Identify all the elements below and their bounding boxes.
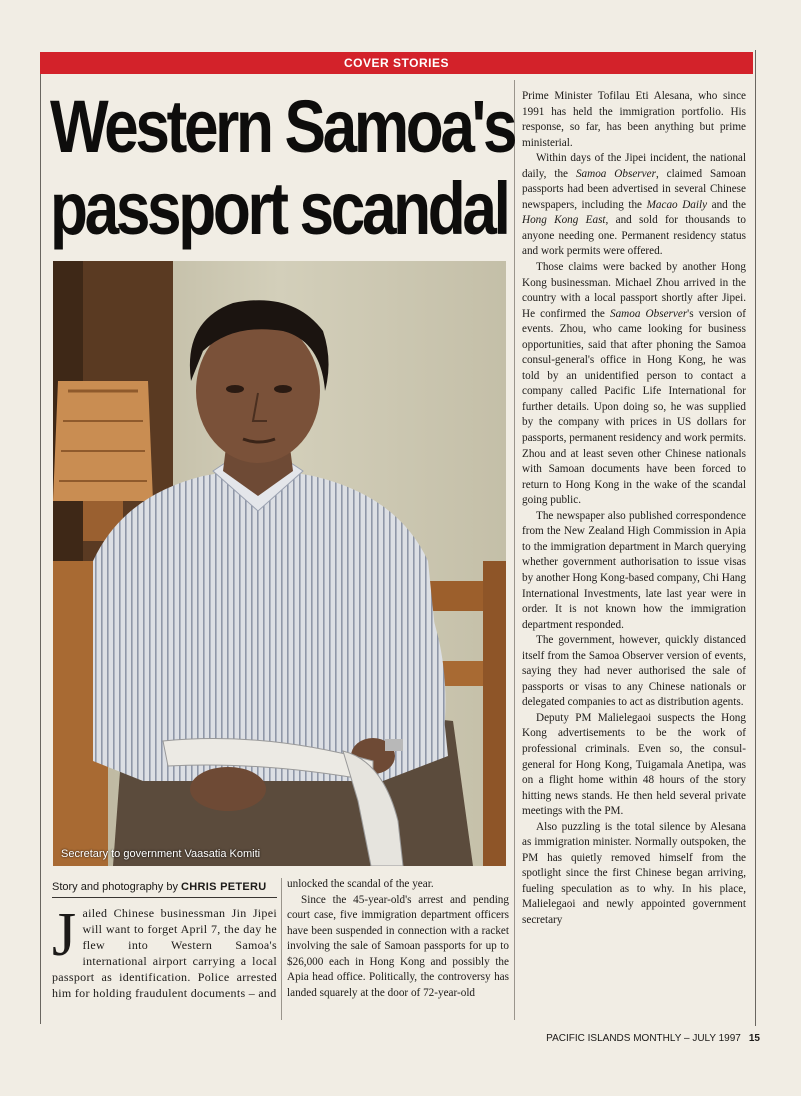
lead-paragraph	[52, 901, 277, 1001]
byline	[52, 880, 277, 894]
headline	[50, 85, 515, 250]
text-run: , claimed Samoan passports had been advertised in several Chinese newspapers, including the	[522, 167, 747, 211]
lead-text: ailed Chinese businessman Jin Jipei will want to forget April 7, the day he flew into Western Samoa's international airport carrying a local passport as identification. Police arrested him for holding fraudulent documents – and	[52, 906, 277, 1000]
column-divider-lower	[281, 878, 282, 1020]
italic-run: Macao Daily	[646, 198, 708, 211]
paragraph: Prime Minister Tofilau Eti Alesana, who since 1991 has held the immigration portfolio. His response, so far, has been anything but prime ministerial.	[522, 90, 746, 149]
text-run: and the	[707, 198, 746, 211]
photo-caption: Secretary to government Vaasatia Komiti	[61, 848, 261, 860]
portrait-photo	[53, 261, 506, 866]
right-border-rule	[755, 50, 756, 1026]
paragraph: Deputy PM Malielegaoi suspects the Hong Kong advertisements to be the work of professional criminals. Even so, the consul-general for Hong Kong, Tuigamala Anetipa, was on a flight home within 48 hours of the story hitting news stands. He then held several private meetings with the PM.	[522, 711, 746, 818]
left-border-rule	[40, 74, 41, 1024]
byline-rule	[52, 897, 277, 898]
paragraph	[522, 260, 746, 509]
article-column-2	[287, 877, 509, 1001]
section-banner	[40, 52, 753, 74]
text-run: Those claims were backed by another Hong Kong businessman. Michael Zhou arrived in the country with a local passport shortly after Jipei. He confirmed the	[522, 261, 746, 320]
publication-line: PACIFIC ISLANDS MONTHLY – JULY 1997	[546, 1033, 741, 1044]
paragraph: Since the 45-year-old's arrest and pending court case, five immigration department officers have been suspended in connection with a racket involving the sale of Samoan passports for up to $26,000 each in Hong Kong and possibly the Apia head office. Politically, the controversy has landed squarely at the door of 72-year-old	[287, 893, 509, 999]
italic-run: Hong Kong East	[522, 214, 606, 227]
section-label: COVER STORIES	[344, 56, 449, 70]
paragraph: unlocked the scandal of the year.	[287, 878, 434, 890]
text-run: , and sold for thousands to anyone needing one. Permanent residency status and work permits were offered.	[522, 214, 746, 258]
headline-line-2: passport scandal	[50, 167, 508, 250]
headline-line-1: Western Samoa's	[50, 85, 515, 168]
page-number: 15	[748, 1033, 760, 1044]
text-run: Within days of the Jipei incident, the national daily, the	[522, 152, 746, 180]
text-run: 's version of events. Zhou, who came looking for business opportunities, said that after phoning the Samoa consul-general's office in Hong Kong, he was told by an unidentified person to contact a company called Pacific Life International for further details. Upon doing so, he was supplied by the company with prices in US dollars for passports, permanent residency and work permits. Zhou and at least seven other Chinese nationals with Samoan documents have been forced to return to Hong Kong in the wake of the scandal going public.	[522, 307, 747, 507]
article-column-1	[52, 901, 277, 1001]
paragraph	[522, 151, 746, 260]
italic-run: Samoa Observer	[575, 167, 656, 180]
paragraph: The government, however, quickly distanced itself from the Samoa Observer version of events, saying they had never authorised the sale of passports or visas to any Chinese nationals or delegated companies to act as distribution agents.	[522, 634, 746, 709]
italic-run: Samoa Observer	[609, 307, 688, 320]
portrait-illustration	[53, 261, 506, 866]
paragraph: The newspaper also published correspondence from the New Zealand High Commission in Apia to the immigration department in March querying whether government authorisation to issue visas by another Hong Kong-based company, Chi Hang International Investments, late last year were in order. It is not known how the immigration department responded.	[522, 509, 746, 631]
page-footer	[380, 1033, 760, 1044]
article-column-3	[522, 89, 746, 929]
byline-prefix: Story and photography by	[52, 881, 178, 893]
byline-author: CHRIS PETERU	[181, 881, 267, 893]
column-divider	[514, 80, 515, 1020]
drop-cap: J	[52, 901, 77, 969]
paragraph: Also puzzling is the total silence by Alesana as immigration minister. Normally outspoken, the PM has quietly removed himself from the spotlight since the first Chinese began arriving, fueling speculation as to why. In his place, Malielegaoi and newly appointed government secretary	[522, 820, 746, 926]
